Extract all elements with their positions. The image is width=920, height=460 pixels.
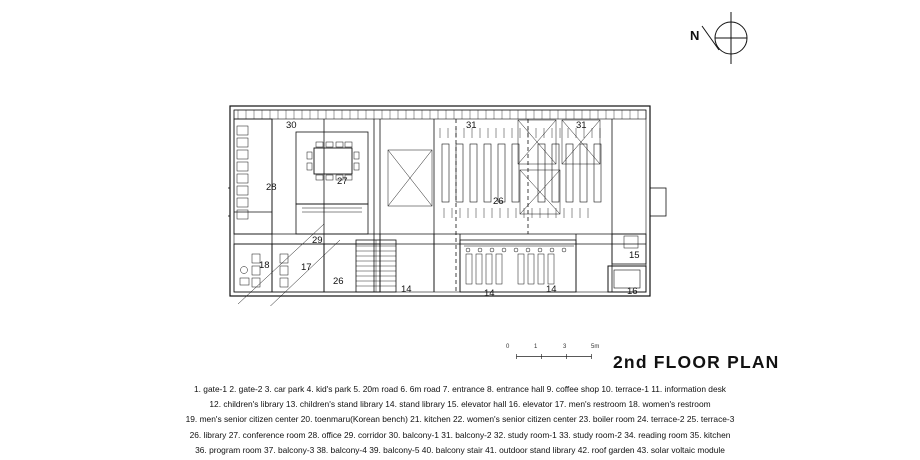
room-number-26a: 26 (493, 196, 504, 207)
room-number-29: 29 (312, 235, 323, 246)
room-number-17: 17 (301, 262, 312, 273)
room-number-26b: 26 (333, 276, 344, 287)
legend-line-1: 1. gate-1 2. gate-2 3. car park 4. kid's park 5. 20m road 6. 6m road 7. entrance 8. entrance hall 9. coffee shop 10. terrace-1 11. information desk (193, 384, 726, 394)
legend-line-4: 26. library 27. conference room 28. office 29. corridor 30. balcony-1 31. balcony-2 32. study room-1 33. study room-2 34. reading room 35. kitchen (189, 429, 731, 440)
compass-north-label: N (690, 28, 700, 43)
room-number-14b: 14 (484, 288, 495, 299)
compass-icon (690, 10, 760, 65)
scale-bar-graphic (508, 354, 600, 359)
scale-bar-labels (506, 344, 616, 354)
plan-title: 2nd FLOOR PLAN (613, 352, 780, 372)
room-number-31a: 31 (466, 120, 477, 131)
plan-linework (228, 104, 672, 306)
scale-tick-3: 3 (563, 344, 567, 350)
room-number-31b: 31 (576, 120, 587, 131)
scale-tick-5m: 5m (591, 344, 600, 350)
legend-line-5: 36. program room 37. balcony-3 38. balcony-4 39. balcony-5 40. balcony stair 41. outdoor stand library 42. roof garden 43. solar voltaic module (195, 444, 725, 455)
room-number-30: 30 (286, 120, 297, 131)
legend (0, 382, 920, 458)
room-number-14a: 14 (401, 284, 412, 295)
room-number-14c: 14 (546, 284, 557, 295)
plan-drawing (228, 104, 672, 306)
room-number-18: 18 (259, 260, 270, 271)
scale-tick-1: 1 (534, 344, 538, 350)
room-number-27: 27 (337, 176, 348, 187)
legend-line-2: 12. children's library 13. children's stand library 14. stand library 15. elevator hall 16. elevator 17. men's restroom 18. women's restroom (209, 399, 711, 410)
room-number-15: 15 (629, 250, 640, 261)
room-number-16: 16 (627, 286, 638, 297)
compass-rose (690, 10, 760, 65)
room-number-28: 28 (266, 182, 277, 193)
scale-bar (508, 346, 618, 366)
scale-tick-0: 0 (506, 344, 510, 350)
legend-line-3: 19. men's senior citizen center 20. toenmaru(Korean bench) 21. kitchen 22. women's senior citizen center 23. boiler room 24. terrace-2 25. terrace-3 (185, 414, 735, 425)
